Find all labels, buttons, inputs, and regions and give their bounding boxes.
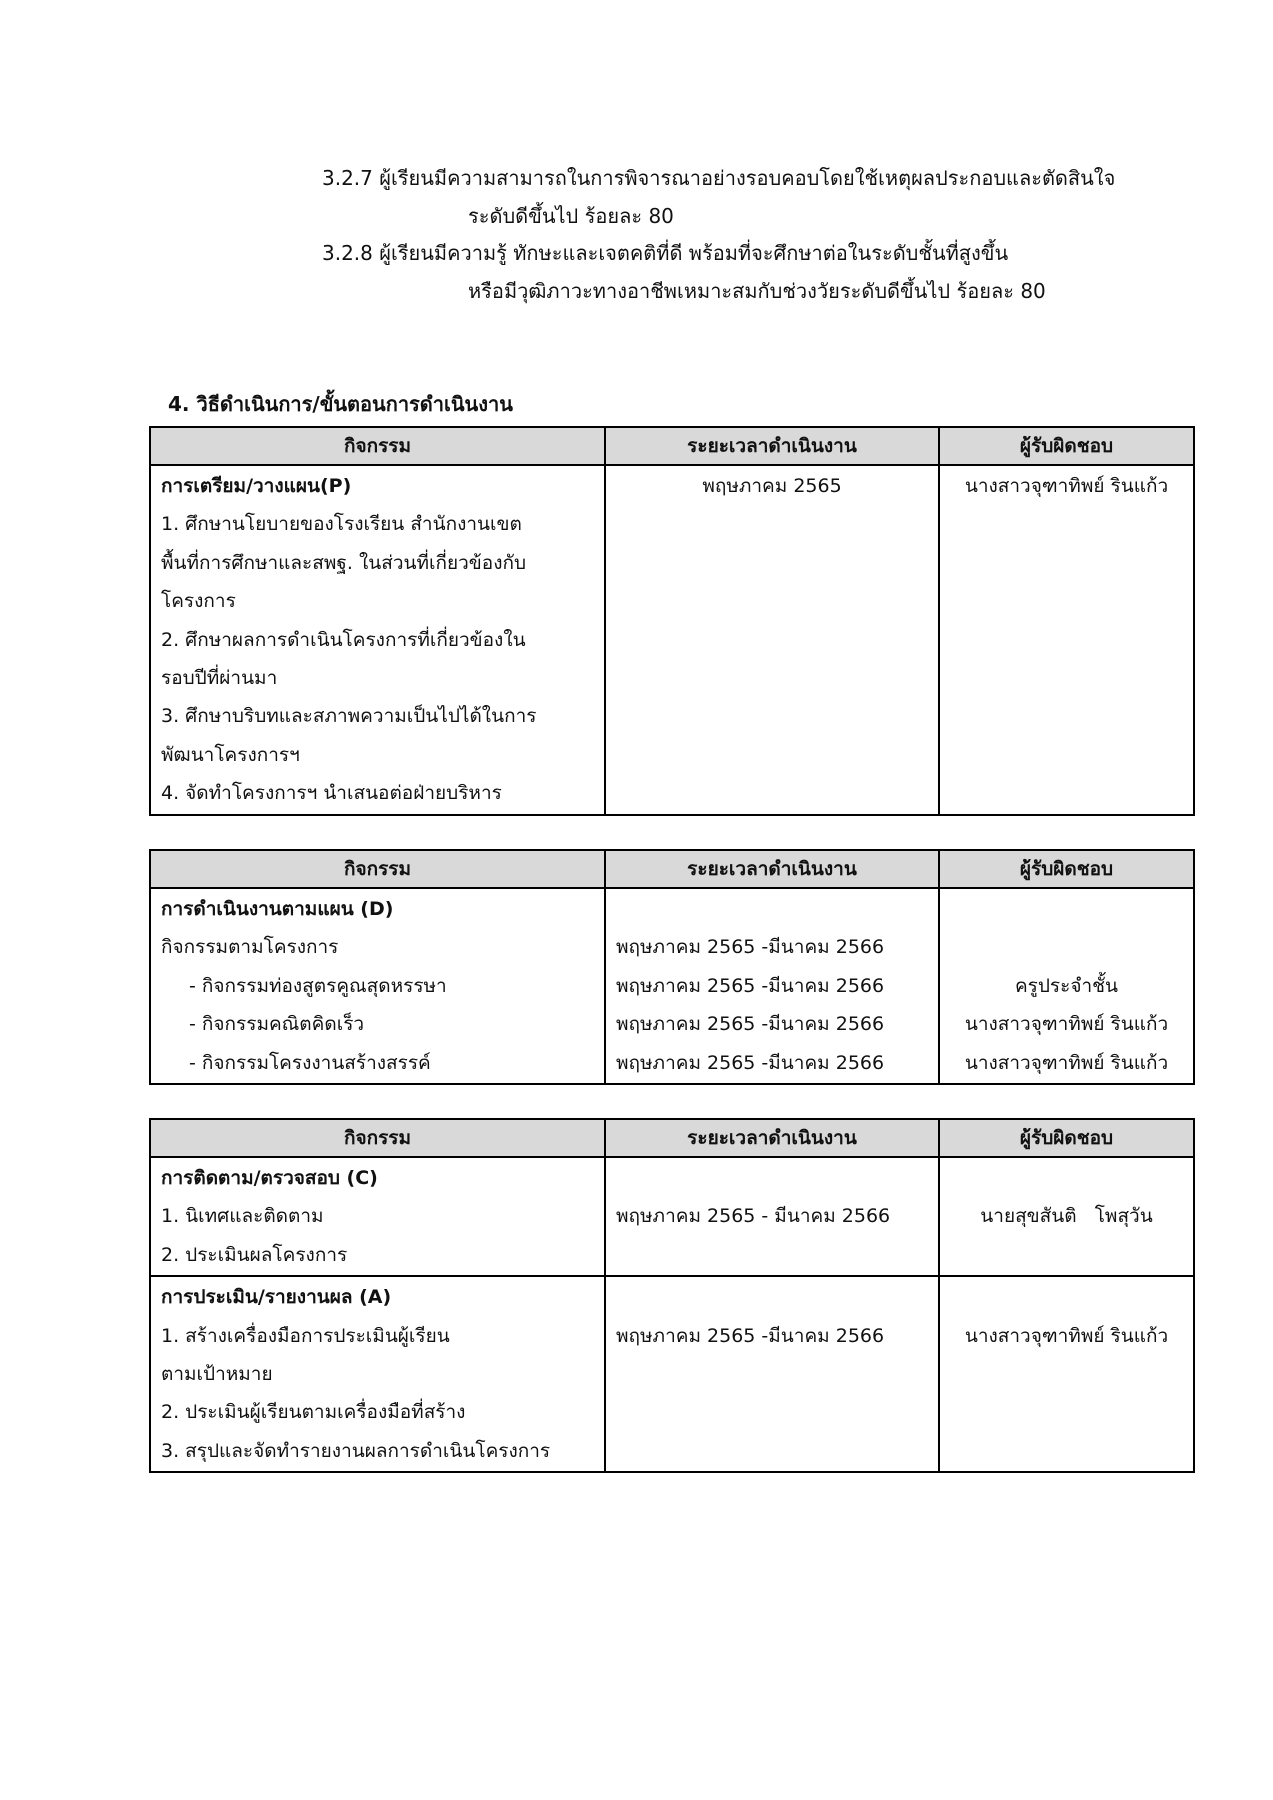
list-item: รอบปีที่ผ่านมา xyxy=(161,667,278,690)
header-period: ระยะเวลาดำเนินงาน xyxy=(605,427,939,465)
period-value: พฤษภาคม 2565 -มีนาคม 2566 xyxy=(616,1324,885,1347)
check-period-cell: พฤษภาคม 2565 - มีนาคม 2566 xyxy=(605,1157,939,1276)
do-responsible-cell xyxy=(939,888,1194,1084)
period-value: พฤษภาคม 2565 -มีนาคม 2566 xyxy=(616,974,885,997)
header-responsible: ผู้รับผิดชอบ xyxy=(939,850,1194,888)
header-responsible: ผู้รับผิดชอบ xyxy=(939,1119,1194,1157)
act-activity-cell xyxy=(150,1276,605,1472)
period-value: พฤษภาคม 2565 -มีนาคม 2566 xyxy=(616,1051,885,1074)
indicator-3-2-8-line2: หรือมีวุฒิภาวะทางอาชีพเหมาะสมกับช่วงวัยระดับดีขึ้นไป ร้อยละ 80 xyxy=(468,279,1046,303)
section-title: 4. วิธีดำเนินการ/ขั้นตอนการดำเนินงาน xyxy=(168,392,513,416)
list-item: พื้นที่การศึกษาและสพฐ. ในส่วนที่เกี่ยวข้องกับ xyxy=(161,551,527,574)
list-item: โครงการ xyxy=(161,590,236,613)
header-period: ระยะเวลาดำเนินงาน xyxy=(605,1119,939,1157)
indicator-3-2-8-line1: 3.2.8 ผู้เรียนมีความรู้ ทักษะและเจตคติที่ดี พร้อมที่จะศึกษาต่อในระดับชั้นที่สูงขึ้น xyxy=(322,241,1009,265)
header-activity: กิจกรรม xyxy=(150,1119,605,1157)
act-responsible-cell xyxy=(939,1276,1194,1472)
indicator-3-2-7-line2: ระดับดีขึ้นไป ร้อยละ 80 xyxy=(468,204,674,228)
phase-title: การเตรียม/วางแผน(P) xyxy=(161,475,352,497)
phase-title: การติดตาม/ตรวจสอบ (C) xyxy=(161,1167,378,1189)
list-item: - กิจกรรมคณิตคิดเร็ว xyxy=(189,1013,365,1036)
list-item: 2. ประเมินผู้เรียนตามเครื่องมือที่สร้าง xyxy=(161,1401,466,1424)
list-item: 2. ประเมินผลโครงการ xyxy=(161,1243,348,1266)
list-item: 4. จัดทำโครงการฯ นำเสนอต่อฝ่ายบริหาร xyxy=(161,782,502,805)
period-value: พฤษภาคม 2565 -มีนาคม 2566 xyxy=(616,1013,885,1036)
plan-period-cell: พฤษภาคม 2565 xyxy=(605,465,939,815)
plan-responsible-cell: นางสาวจุฑาทิพย์ รินแก้ว xyxy=(939,465,1194,815)
responsible-value: นางสาวจุฑาทิพย์ รินแก้ว xyxy=(964,1051,1169,1074)
header-activity: กิจกรรม xyxy=(150,850,605,888)
table-header-row xyxy=(150,1119,1194,1157)
list-item: พัฒนาโครงการฯ xyxy=(161,743,300,766)
responsible-value: ครูประจำชั้น xyxy=(1014,974,1119,997)
list-item: 1. สร้างเครื่องมือการประเมินผู้เรียน xyxy=(161,1324,450,1347)
list-item: - กิจกรรมท่องสูตรคูณสุดหรรษา xyxy=(189,974,447,997)
period-value: พฤษภาคม 2565 -มีนาคม 2566 xyxy=(616,936,885,959)
list-item: 3. สรุปและจัดทำรายงานผลการดำเนินโครงการ xyxy=(161,1439,551,1462)
table-row xyxy=(150,888,1194,1084)
table-row xyxy=(150,465,1194,815)
list-item: 1. ศึกษานโยบายของโรงเรียน สำนักงานเขต xyxy=(161,513,522,536)
plan-table xyxy=(149,426,1195,816)
header-responsible: ผู้รับผิดชอบ xyxy=(939,427,1194,465)
indicator-3-2-7-line1: 3.2.7 ผู้เรียนมีความสามารถในการพิจารณาอย่างรอบคอบโดยใช้เหตุผลประกอบและตัดสินใจ xyxy=(322,166,1116,190)
responsible-value: นางสาวจุฑาทิพย์ รินแก้ว xyxy=(964,1324,1169,1347)
do-activity-cell xyxy=(150,888,605,1084)
do-table xyxy=(149,849,1195,1085)
phase-title: การดำเนินงานตามแผน (D) xyxy=(161,898,394,920)
list-item: 3. ศึกษาบริบทและสภาพความเป็นไปได้ในการ xyxy=(161,705,537,728)
table-header-row xyxy=(150,850,1194,888)
table-row xyxy=(150,1157,1194,1276)
header-period: ระยะเวลาดำเนินงาน xyxy=(605,850,939,888)
table-header-row xyxy=(150,427,1194,465)
do-period-cell xyxy=(605,888,939,1084)
responsible-value: นางสาวจุฑาทิพย์ รินแก้ว xyxy=(964,1013,1169,1036)
list-item: 2. ศึกษาผลการดำเนินโครงการที่เกี่ยวข้องใน xyxy=(161,628,526,651)
phase-title: การประเมิน/รายงานผล (A) xyxy=(161,1286,392,1309)
table-row xyxy=(150,1276,1194,1472)
check-responsible-cell: นายสุขสันติ โพสุวัน xyxy=(939,1157,1194,1276)
plan-activity-cell xyxy=(150,465,605,815)
responsible-value xyxy=(950,928,1183,966)
check-activity-cell xyxy=(150,1157,605,1276)
header-activity: กิจกรรม xyxy=(150,427,605,465)
act-period-cell xyxy=(605,1276,939,1472)
check-act-table xyxy=(149,1118,1195,1473)
list-item: - กิจกรรมโครงงานสร้างสรรค์ xyxy=(189,1051,431,1074)
list-item: กิจกรรมตามโครงการ xyxy=(161,936,339,959)
list-item: 1. นิเทศและติดตาม xyxy=(161,1205,324,1228)
list-item: ตามเป้าหมาย xyxy=(161,1363,273,1386)
